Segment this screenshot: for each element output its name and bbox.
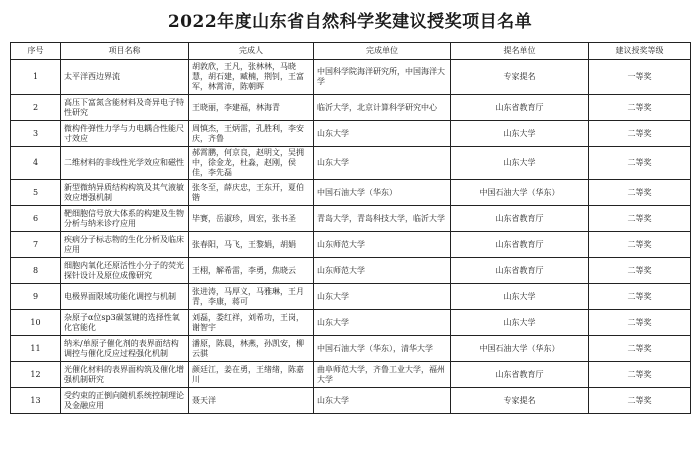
cell-project: 细胞内氧化还原活性小分子的荧光探针设计及原位成像研究 bbox=[61, 258, 189, 284]
cell-project: 新型微纳异质结构构筑及其气液敏效应增强机制 bbox=[61, 180, 189, 206]
table-header-row bbox=[11, 43, 691, 60]
cell-level: 二等奖 bbox=[589, 336, 691, 362]
cell-project: 受约束的正倒向随机系统控制理论及金融应用 bbox=[61, 388, 189, 414]
cell-project: 二维材料的非线性光学效应和磁性 bbox=[61, 147, 189, 180]
cell-people: 胡敦欣，王凡，张林林，马晓慧，胡石建，臧楠，荆钊，王富军，林霄沛，陈朝晖 bbox=[189, 60, 314, 95]
cell-units: 青岛大学，青岛科技大学，临沂大学 bbox=[314, 206, 451, 232]
header-nominator: 提名单位 bbox=[451, 43, 589, 60]
cell-project: 太平洋西边界流 bbox=[61, 60, 189, 95]
cell-project: 疾病分子标志物的生化分析及临床应用 bbox=[61, 232, 189, 258]
cell-people: 刘磊，娄红祥，刘希功，王岗，谢智宇 bbox=[189, 310, 314, 336]
cell-people: 颜廷江，姜在勇，王绪绪，陈嘉川 bbox=[189, 362, 314, 388]
cell-people: 聂天洋 bbox=[189, 388, 314, 414]
table-row bbox=[11, 284, 691, 310]
table-row bbox=[11, 310, 691, 336]
cell-nominator: 专家提名 bbox=[451, 388, 589, 414]
cell-index: 5 bbox=[11, 180, 61, 206]
cell-project: 微构件弹性力学与力电耦合性能尺寸效应 bbox=[61, 121, 189, 147]
cell-nominator: 专家提名 bbox=[451, 60, 589, 95]
cell-units: 中国石油大学（华东） bbox=[314, 180, 451, 206]
cell-level: 二等奖 bbox=[589, 180, 691, 206]
cell-project: 杂原子α位sp3碳氢键的选择性氧化官能化 bbox=[61, 310, 189, 336]
cell-people: 张冬至，薛庆忠，王东开，夏伯锴 bbox=[189, 180, 314, 206]
cell-index: 11 bbox=[11, 336, 61, 362]
cell-level: 一等奖 bbox=[589, 60, 691, 95]
cell-people: 毕赛，岳淑珍，周宏，张书圣 bbox=[189, 206, 314, 232]
cell-level: 二等奖 bbox=[589, 147, 691, 180]
cell-people: 郝霄鹏，何京良，赵明文，吴拥中，徐金龙，杜淼，赵刚，侯佳，李先磊 bbox=[189, 147, 314, 180]
cell-index: 10 bbox=[11, 310, 61, 336]
cell-people: 潘原，陈晨，林燕，孙凯安，柳云骐 bbox=[189, 336, 314, 362]
document-title: 2022年度山东省自然科学奖建议授奖项目名单 bbox=[167, 12, 533, 32]
cell-nominator: 山东大学 bbox=[451, 121, 589, 147]
table-row bbox=[11, 258, 691, 284]
cell-units: 山东师范大学 bbox=[314, 258, 451, 284]
cell-units: 山东大学 bbox=[314, 147, 451, 180]
table-row bbox=[11, 95, 691, 121]
header-index: 序号 bbox=[11, 43, 61, 60]
cell-level: 二等奖 bbox=[589, 388, 691, 414]
cell-nominator: 山东省教育厅 bbox=[451, 95, 589, 121]
cell-nominator: 山东省教育厅 bbox=[451, 362, 589, 388]
cell-units: 山东大学 bbox=[314, 284, 451, 310]
header-people: 完成人 bbox=[189, 43, 314, 60]
header-level: 建议授奖等级 bbox=[589, 43, 691, 60]
table-row bbox=[11, 180, 691, 206]
cell-units: 山东大学 bbox=[314, 388, 451, 414]
cell-level: 二等奖 bbox=[589, 362, 691, 388]
cell-index: 7 bbox=[11, 232, 61, 258]
cell-project: 光催化材料的表界面构筑及催化增强机制研究 bbox=[61, 362, 189, 388]
cell-index: 2 bbox=[11, 95, 61, 121]
table-row bbox=[11, 362, 691, 388]
cell-index: 12 bbox=[11, 362, 61, 388]
table-row bbox=[11, 147, 691, 180]
header-project: 项目名称 bbox=[61, 43, 189, 60]
cell-level: 二等奖 bbox=[589, 206, 691, 232]
table-row bbox=[11, 206, 691, 232]
header-units: 完成单位 bbox=[314, 43, 451, 60]
cell-units: 山东师范大学 bbox=[314, 232, 451, 258]
cell-nominator: 山东省教育厅 bbox=[451, 258, 589, 284]
cell-people: 张进涛，马厚义，马雅琳，王月青，李康，蒋可 bbox=[189, 284, 314, 310]
cell-level: 二等奖 bbox=[589, 258, 691, 284]
cell-nominator: 中国石油大学（华东） bbox=[451, 336, 589, 362]
cell-nominator: 山东大学 bbox=[451, 147, 589, 180]
cell-people: 张春阳，马飞，王黎娟，胡娟 bbox=[189, 232, 314, 258]
cell-project: 电极界面限域功能化调控与机制 bbox=[61, 284, 189, 310]
cell-units: 山东大学 bbox=[314, 121, 451, 147]
cell-nominator: 山东省教育厅 bbox=[451, 206, 589, 232]
cell-people: 王栩，解希雷，李勇，焦晓云 bbox=[189, 258, 314, 284]
cell-index: 6 bbox=[11, 206, 61, 232]
table-row bbox=[11, 232, 691, 258]
cell-units: 临沂大学，北京计算科学研究中心 bbox=[314, 95, 451, 121]
cell-level: 二等奖 bbox=[589, 284, 691, 310]
table-row bbox=[11, 121, 691, 147]
cell-level: 二等奖 bbox=[589, 310, 691, 336]
table-row bbox=[11, 336, 691, 362]
cell-project: 靶细胞信号放大体系的构建及生物分析与纳米诊疗应用 bbox=[61, 206, 189, 232]
cell-people: 王晓丽，李建福，林海青 bbox=[189, 95, 314, 121]
cell-nominator: 山东大学 bbox=[451, 310, 589, 336]
cell-level: 二等奖 bbox=[589, 232, 691, 258]
cell-units: 曲阜师范大学，齐鲁工业大学，福州大学 bbox=[314, 362, 451, 388]
cell-index: 8 bbox=[11, 258, 61, 284]
table-row bbox=[11, 388, 691, 414]
cell-index: 4 bbox=[11, 147, 61, 180]
cell-units: 中国石油大学（华东），清华大学 bbox=[314, 336, 451, 362]
cell-nominator: 中国石油大学（华东） bbox=[451, 180, 589, 206]
table-row bbox=[11, 60, 691, 95]
cell-units: 山东大学 bbox=[314, 310, 451, 336]
cell-level: 二等奖 bbox=[589, 95, 691, 121]
cell-units: 中国科学院海洋研究所，中国海洋大学 bbox=[314, 60, 451, 95]
award-table bbox=[10, 42, 691, 414]
cell-index: 3 bbox=[11, 121, 61, 147]
cell-nominator: 山东省教育厅 bbox=[451, 232, 589, 258]
cell-nominator: 山东大学 bbox=[451, 284, 589, 310]
cell-project: 纳米/单原子催化剂的表界面结构调控与催化反应过程强化机制 bbox=[61, 336, 189, 362]
cell-level: 二等奖 bbox=[589, 121, 691, 147]
cell-people: 周慎杰，王炳雷，孔胜利，李安庆，齐鲁 bbox=[189, 121, 314, 147]
cell-index: 9 bbox=[11, 284, 61, 310]
cell-project: 高压下富氮含能材料及奇异电子特性研究 bbox=[61, 95, 189, 121]
cell-index: 13 bbox=[11, 388, 61, 414]
cell-index: 1 bbox=[11, 60, 61, 95]
